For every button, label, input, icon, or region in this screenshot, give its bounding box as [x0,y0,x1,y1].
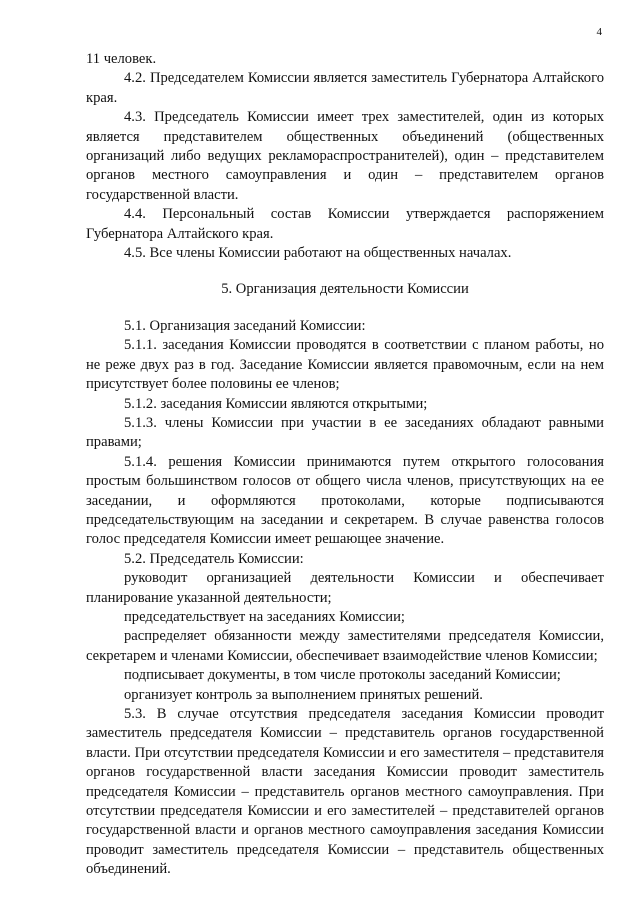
paragraph-5-1: 5.1. Организация заседаний Комиссии: [124,317,366,334]
paragraph-5-1-2: 5.1.2. заседания Комиссии являются открытыми; [124,395,428,412]
paragraph-4-2: 4.2. Председателем Комиссии является заместитель Губернатора Алтайского края. [86,70,604,106]
list-item: подписывает документы, в том числе протоколы заседаний Комиссии; [124,667,561,684]
section-heading: 5. Организация деятельности Комиссии [221,281,469,298]
list-item: организует контроль за выполнением принятых решений. [124,686,483,703]
paragraph-continuation: 11 человек. [86,51,157,67]
page-number: 4 [596,26,602,38]
document-body [86,50,604,880]
list-item: руководит организацией деятельности Комиссии и обеспечивает планирование указанной деятельности; [86,570,604,606]
list-item: председательствует на заседаниях Комиссии; [124,608,405,625]
paragraph-4-5: 4.5. Все члены Комиссии работают на общественных началах. [124,245,512,262]
paragraph-4-3: 4.3. Председатель Комиссии имеет трех заместителей, один из которых является представителем общественных объединений (общественных организаций либо ведущих рекламораспространителей), один – представителем органов местного самоуправления и один – представителем органов государственной власти. [86,109,604,203]
paragraph-5-1-3: 5.1.3. члены Комиссии при участии в ее заседаниях обладают равными правами; [86,414,604,451]
list-item: распределяет обязанности между заместителями председателя Комиссии, секретарем и членами Комиссии, обеспечивает взаимодействие членов Комиссии; [86,628,604,664]
paragraph-4-4: 4.4. Персональный состав Комиссии утверждается распоряжением Губернатора Алтайского края. [86,206,604,242]
paragraph-5-1-1: 5.1.1. заседания Комиссии проводятся в соответствии с планом работы, но не реже двух раз в год. Заседание Комиссии является правомочным, если на нем присутствует более половины ее членов; [86,337,604,393]
paragraph-5-1-4: 5.1.4. решения Комиссии принимаются путем открытого голосования простым большинством голосов от общего числа членов, присутствующих на ее заседании, и оформляются протоколами, которые подписываются председательствующим на заседании и секретарем. В случае равенства голосов голос председателя Комиссии имеет решающее значение. [86,453,604,548]
paragraph-5-3: 5.3. В случае отсутствия председателя заседания Комиссии проводит заместитель председателя Комиссии – представитель органов государственной власти. При отсутствии председателя Комиссии и его заместителя – представителя органов государственной власти заседания Комиссии проводит заместитель председателя Комиссии – представитель органов местного самоуправления. При отсутствии председателя Комиссии и его заместителей – представителей органов государственной власти и органов местного самоуправления заседания Комиссии проводит заместитель председателя Комиссии – представитель общественных объединений. [86,706,604,878]
paragraph-5-2: 5.2. Председатель Комиссии: [124,550,304,567]
